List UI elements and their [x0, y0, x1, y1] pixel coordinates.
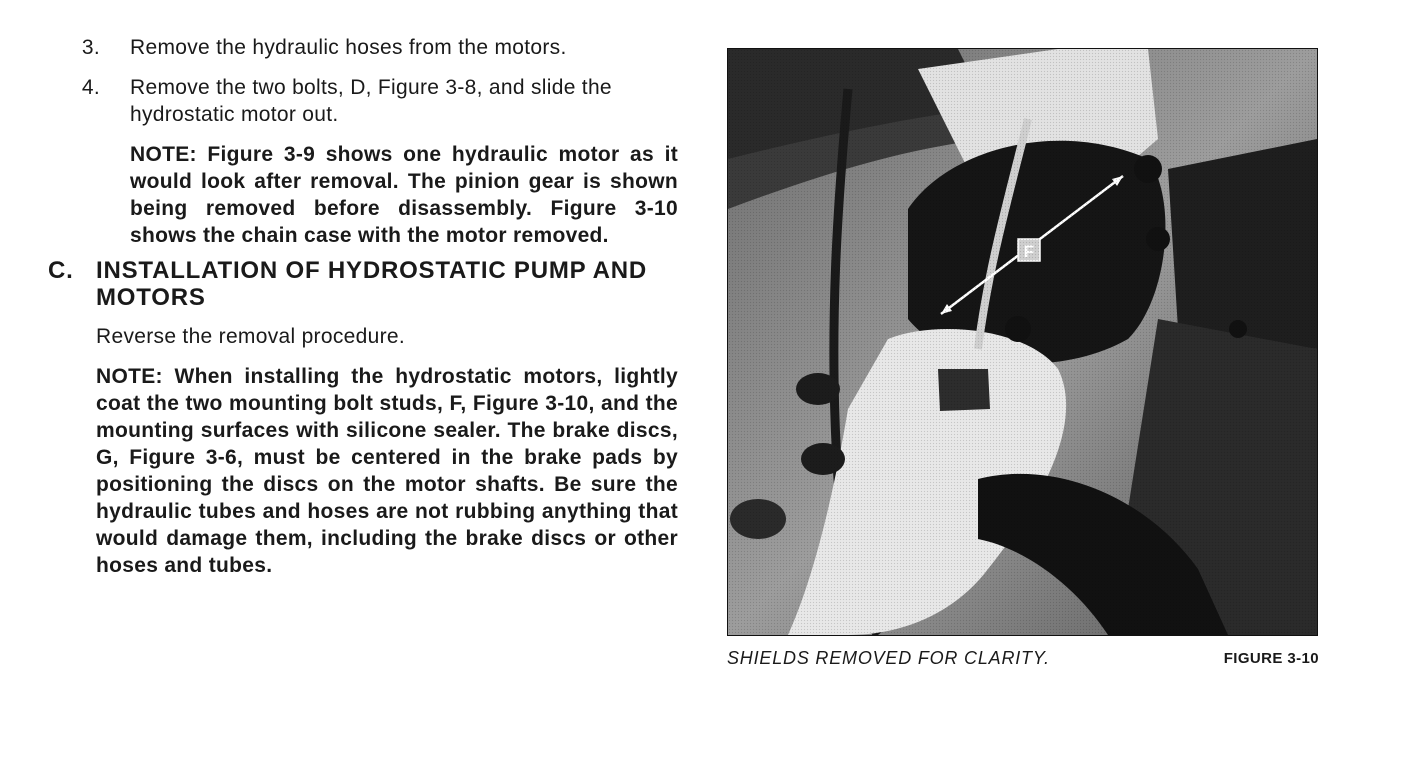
body-text: Reverse the removal procedure.: [96, 325, 405, 348]
step-3: [48, 34, 678, 61]
step-number: 3.: [81, 36, 100, 59]
step-4: [48, 74, 678, 128]
chain-case-photo: [728, 49, 1317, 635]
section-title: INSTALLATION OF HYDROSTATIC PUMP AND MOTORS: [96, 257, 647, 311]
note-installation: NOTE: When installing the hydrostatic motors, lightly coat the two mounting bolt studs, F, Figure 3-10, and the mounting surfaces with silicone sealer. The brake discs, G, Figure 3-6, must be centered in the brake pads by positioning the discs on the motor shafts. Be sure the hydraulic tubes and hoses are not rubbing anything that would damage them, including the brake discs or other hoses and tubes.: [96, 365, 678, 577]
step-text: Remove the two bolts, D, Figure 3-8, and slide the hydrostatic motor out.: [130, 76, 612, 126]
section-heading: [48, 257, 678, 311]
figure-photo: [727, 48, 1318, 636]
caption-text: SHIELDS REMOVED FOR CLARITY.: [727, 648, 1050, 668]
figure-caption: [727, 648, 1319, 674]
section-letter: C.: [48, 257, 74, 284]
figure-number: FIGURE 3-10: [1223, 650, 1319, 667]
note-figure-3-9: NOTE: Figure 3-9 shows one hydraulic motor as it would look after removal. The pinion gear is shown being removed before disassembly. Figure 3-10 shows the chain case with the motor removed.: [130, 143, 678, 247]
step-number: 4.: [81, 76, 100, 99]
text-column: [48, 34, 678, 587]
step-text: Remove the hydraulic hoses from the motors.: [130, 36, 567, 59]
